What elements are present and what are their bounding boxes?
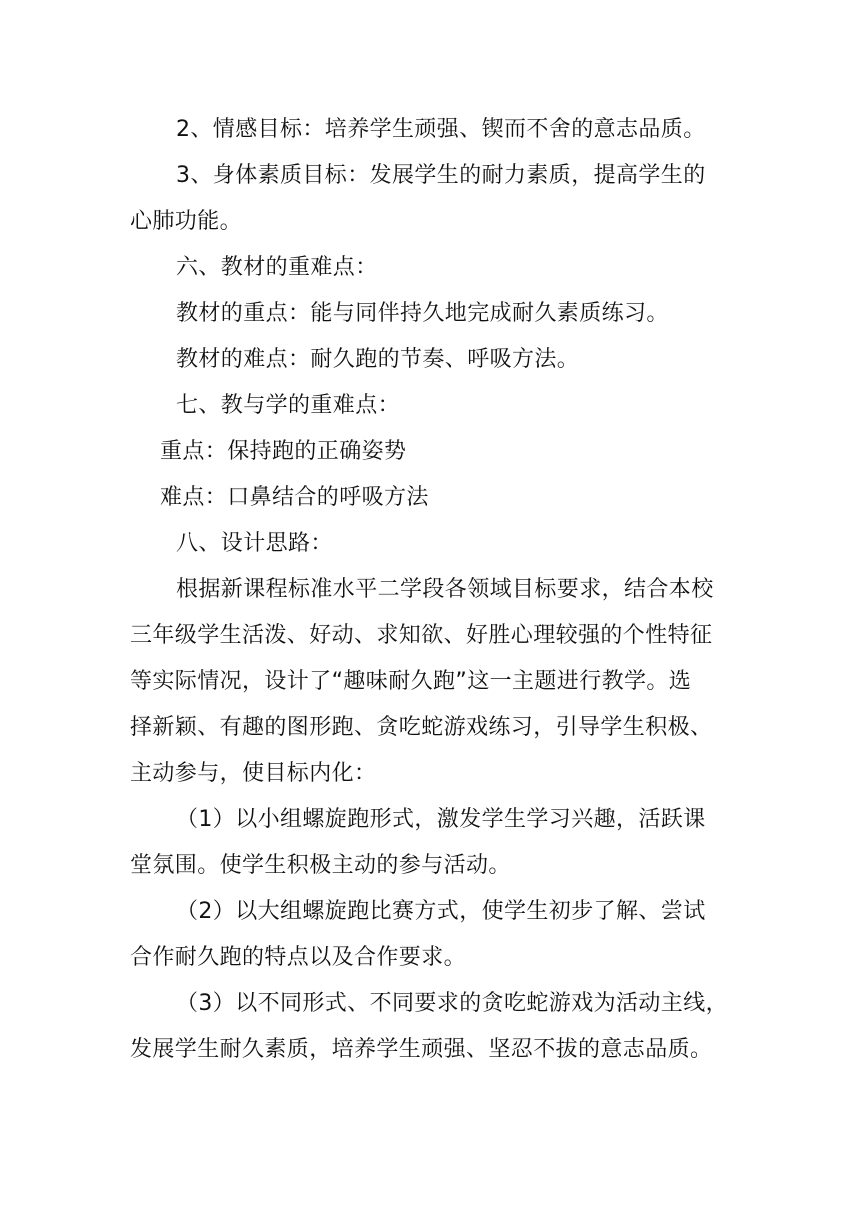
paragraph-line: 3、身体素质目标：发展学生的耐力素质，提高学生的: [176, 163, 706, 188]
section-heading: 六、教材的重难点：: [176, 255, 378, 280]
paragraph-line: 等实际情况，设计了“趣味耐久跑”这一主题进行教学。选: [130, 669, 692, 694]
list-item: （1）以小组螺旋跑形式，激发学生学习兴趣，活跃课: [176, 807, 706, 832]
paragraph-line: 教材的难点：耐久跑的节奏、呼吸方法。: [176, 347, 580, 372]
paragraph-line: 2、情感目标：培养学生顽强、锲而不舍的意志品质。: [176, 117, 706, 142]
paragraph-line: 重点：保持跑的正确姿势: [160, 439, 407, 464]
paragraph-line: 堂氛围。使学生积极主动的参与活动。: [130, 853, 511, 878]
section-heading: 八、设计思路：: [176, 531, 333, 556]
paragraph-line: 合作耐久跑的特点以及合作要求。: [130, 945, 467, 970]
paragraph-line: 三年级学生活泼、好动、求知欲、好胜心理较强的个性特征: [130, 623, 713, 648]
paragraph-line: 根据新课程标准水平二学段各领域目标要求，结合本校: [176, 577, 714, 602]
paragraph-line: 主动参与，使目标内化：: [130, 761, 377, 786]
section-heading: 七、教与学的重难点：: [176, 393, 401, 418]
paragraph-line: 教材的重点：能与同伴持久地完成耐久素质练习。: [176, 301, 669, 326]
list-item: （3）以不同形式、不同要求的贪吃蛇游戏为活动主线，: [176, 991, 728, 1016]
paragraph-line: 择新颖、有趣的图形跑、贪吃蛇游戏练习，引导学生积极、: [130, 715, 713, 740]
paragraph-line: 难点：口鼻结合的呼吸方法: [160, 485, 429, 510]
paragraph-line: 心肺功能。: [130, 209, 243, 234]
paragraph-line: 发展学生耐久素质，培养学生顽强、坚忍不拔的意志品质。: [130, 1037, 713, 1062]
list-item: （2）以大组螺旋跑比赛方式，使学生初步了解、尝试: [176, 899, 706, 924]
